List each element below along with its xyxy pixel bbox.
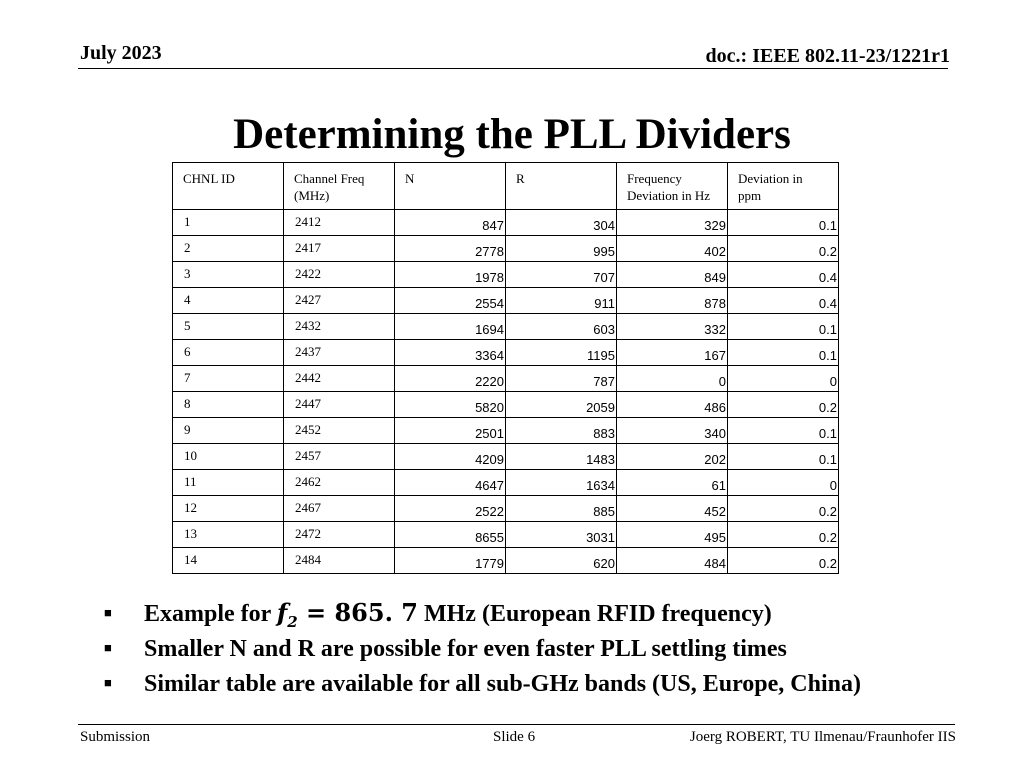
table-row	[173, 288, 839, 314]
cell-freq-deviation: 849	[617, 262, 728, 288]
footer-author: Joerg ROBERT, TU Ilmenau/Fraunhofer IIS	[689, 729, 956, 745]
table-row	[173, 444, 839, 470]
cell-channel-freq: 2422	[284, 262, 395, 288]
cell-n: 4209	[395, 444, 506, 470]
math-expression	[276, 598, 418, 631]
cell-freq-deviation: 484	[617, 548, 728, 574]
col-header-r: R	[506, 163, 617, 210]
bullet-list	[104, 597, 861, 702]
cell-deviation-ppm: 0.1	[728, 340, 839, 366]
cell-chnl-id: 6	[173, 340, 284, 366]
table-row	[173, 340, 839, 366]
cell-r: 620	[506, 548, 617, 574]
cell-deviation-ppm: 0.1	[728, 418, 839, 444]
cell-chnl-id: 8	[173, 392, 284, 418]
table-body	[173, 210, 839, 574]
bullet-marker: ■	[104, 675, 112, 690]
cell-n: 1779	[395, 548, 506, 574]
col-header-n: N	[395, 163, 506, 210]
cell-channel-freq: 2427	[284, 288, 395, 314]
cell-chnl-id: 12	[173, 496, 284, 522]
table-row	[173, 262, 839, 288]
cell-chnl-id: 14	[173, 548, 284, 574]
cell-r: 1634	[506, 470, 617, 496]
cell-deviation-ppm: 0.4	[728, 288, 839, 314]
cell-chnl-id: 9	[173, 418, 284, 444]
pll-divider-table	[172, 162, 839, 574]
cell-chnl-id: 2	[173, 236, 284, 262]
bullet-example-prefix: Example for	[144, 601, 277, 627]
table-header-row	[173, 163, 839, 210]
slide-title: Determining the PLL Dividers	[233, 111, 791, 158]
cell-freq-deviation: 329	[617, 210, 728, 236]
cell-freq-deviation: 878	[617, 288, 728, 314]
cell-deviation-ppm: 0.1	[728, 210, 839, 236]
footer-submission: Submission	[80, 729, 151, 745]
table-row	[173, 496, 839, 522]
table-row	[173, 470, 839, 496]
cell-channel-freq: 2452	[284, 418, 395, 444]
bullet-subghz-text: Similar table are available for all sub-GHz bands (US, Europe, China)	[144, 671, 861, 697]
cell-deviation-ppm: 0.4	[728, 262, 839, 288]
col-header-freq-deviation: Frequency Deviation in Hz	[617, 163, 728, 210]
bullet-example-suffix: MHz (European RFID frequency)	[417, 601, 772, 627]
table-row	[173, 392, 839, 418]
table-row	[173, 314, 839, 340]
cell-channel-freq: 2447	[284, 392, 395, 418]
bullet-marker: ■	[104, 605, 112, 620]
cell-channel-freq: 2484	[284, 548, 395, 574]
cell-freq-deviation: 452	[617, 496, 728, 522]
cell-r: 2059	[506, 392, 617, 418]
cell-r: 883	[506, 418, 617, 444]
cell-chnl-id: 7	[173, 366, 284, 392]
cell-channel-freq: 2462	[284, 470, 395, 496]
header-doc-id: doc.: IEEE 802.11-23/1221r1	[705, 45, 950, 67]
header-rule	[78, 68, 948, 69]
cell-r: 3031	[506, 522, 617, 548]
cell-deviation-ppm: 0.2	[728, 392, 839, 418]
cell-chnl-id: 13	[173, 522, 284, 548]
col-header-chnl-id: CHNL ID	[173, 163, 284, 210]
cell-r: 603	[506, 314, 617, 340]
table-row	[173, 522, 839, 548]
cell-deviation-ppm: 0	[728, 366, 839, 392]
bullet-item-subghz	[104, 667, 861, 702]
math-subscript: 2	[287, 612, 298, 631]
cell-channel-freq: 2437	[284, 340, 395, 366]
cell-channel-freq: 2412	[284, 210, 395, 236]
cell-freq-deviation: 202	[617, 444, 728, 470]
cell-chnl-id: 5	[173, 314, 284, 340]
cell-n: 847	[395, 210, 506, 236]
cell-freq-deviation: 495	[617, 522, 728, 548]
table-row	[173, 548, 839, 574]
col-header-deviation-ppm: Deviation in ppm	[728, 163, 839, 210]
cell-r: 1195	[506, 340, 617, 366]
footer-slide-number: Slide 6	[493, 729, 536, 745]
cell-channel-freq: 2442	[284, 366, 395, 392]
cell-n: 4647	[395, 470, 506, 496]
table-row	[173, 210, 839, 236]
cell-r: 911	[506, 288, 617, 314]
math-equation: = 865. 7	[297, 598, 418, 627]
cell-freq-deviation: 0	[617, 366, 728, 392]
bullet-item-settling	[104, 632, 861, 667]
cell-deviation-ppm: 0.1	[728, 314, 839, 340]
cell-deviation-ppm: 0.2	[728, 522, 839, 548]
cell-n: 2501	[395, 418, 506, 444]
cell-n: 2220	[395, 366, 506, 392]
cell-deviation-ppm: 0	[728, 470, 839, 496]
cell-deviation-ppm: 0.2	[728, 496, 839, 522]
cell-chnl-id: 11	[173, 470, 284, 496]
cell-chnl-id: 1	[173, 210, 284, 236]
cell-freq-deviation: 167	[617, 340, 728, 366]
table-row	[173, 418, 839, 444]
cell-r: 304	[506, 210, 617, 236]
cell-freq-deviation: 340	[617, 418, 728, 444]
cell-channel-freq: 2417	[284, 236, 395, 262]
col-header-channel-freq: Channel Freq (MHz)	[284, 163, 395, 210]
cell-channel-freq: 2432	[284, 314, 395, 340]
cell-chnl-id: 3	[173, 262, 284, 288]
cell-r: 787	[506, 366, 617, 392]
bullet-marker: ■	[104, 640, 112, 655]
cell-r: 707	[506, 262, 617, 288]
cell-n: 1694	[395, 314, 506, 340]
cell-n: 5820	[395, 392, 506, 418]
cell-deviation-ppm: 0.2	[728, 236, 839, 262]
cell-channel-freq: 2467	[284, 496, 395, 522]
cell-chnl-id: 4	[173, 288, 284, 314]
footer-rule	[78, 724, 955, 725]
cell-n: 2778	[395, 236, 506, 262]
cell-r: 995	[506, 236, 617, 262]
cell-channel-freq: 2457	[284, 444, 395, 470]
cell-n: 3364	[395, 340, 506, 366]
cell-n: 8655	[395, 522, 506, 548]
cell-n: 1978	[395, 262, 506, 288]
cell-deviation-ppm: 0.2	[728, 548, 839, 574]
bullet-item-example	[104, 597, 861, 632]
cell-freq-deviation: 486	[617, 392, 728, 418]
bullet-settling-text: Smaller N and R are possible for even faster PLL settling times	[144, 636, 787, 662]
table-row	[173, 366, 839, 392]
table-row	[173, 236, 839, 262]
cell-chnl-id: 10	[173, 444, 284, 470]
cell-deviation-ppm: 0.1	[728, 444, 839, 470]
cell-freq-deviation: 61	[617, 470, 728, 496]
cell-r: 885	[506, 496, 617, 522]
cell-freq-deviation: 332	[617, 314, 728, 340]
cell-channel-freq: 2472	[284, 522, 395, 548]
cell-n: 2554	[395, 288, 506, 314]
cell-r: 1483	[506, 444, 617, 470]
math-variable: f	[276, 598, 288, 627]
cell-n: 2522	[395, 496, 506, 522]
header-date: July 2023	[80, 42, 162, 64]
cell-freq-deviation: 402	[617, 236, 728, 262]
